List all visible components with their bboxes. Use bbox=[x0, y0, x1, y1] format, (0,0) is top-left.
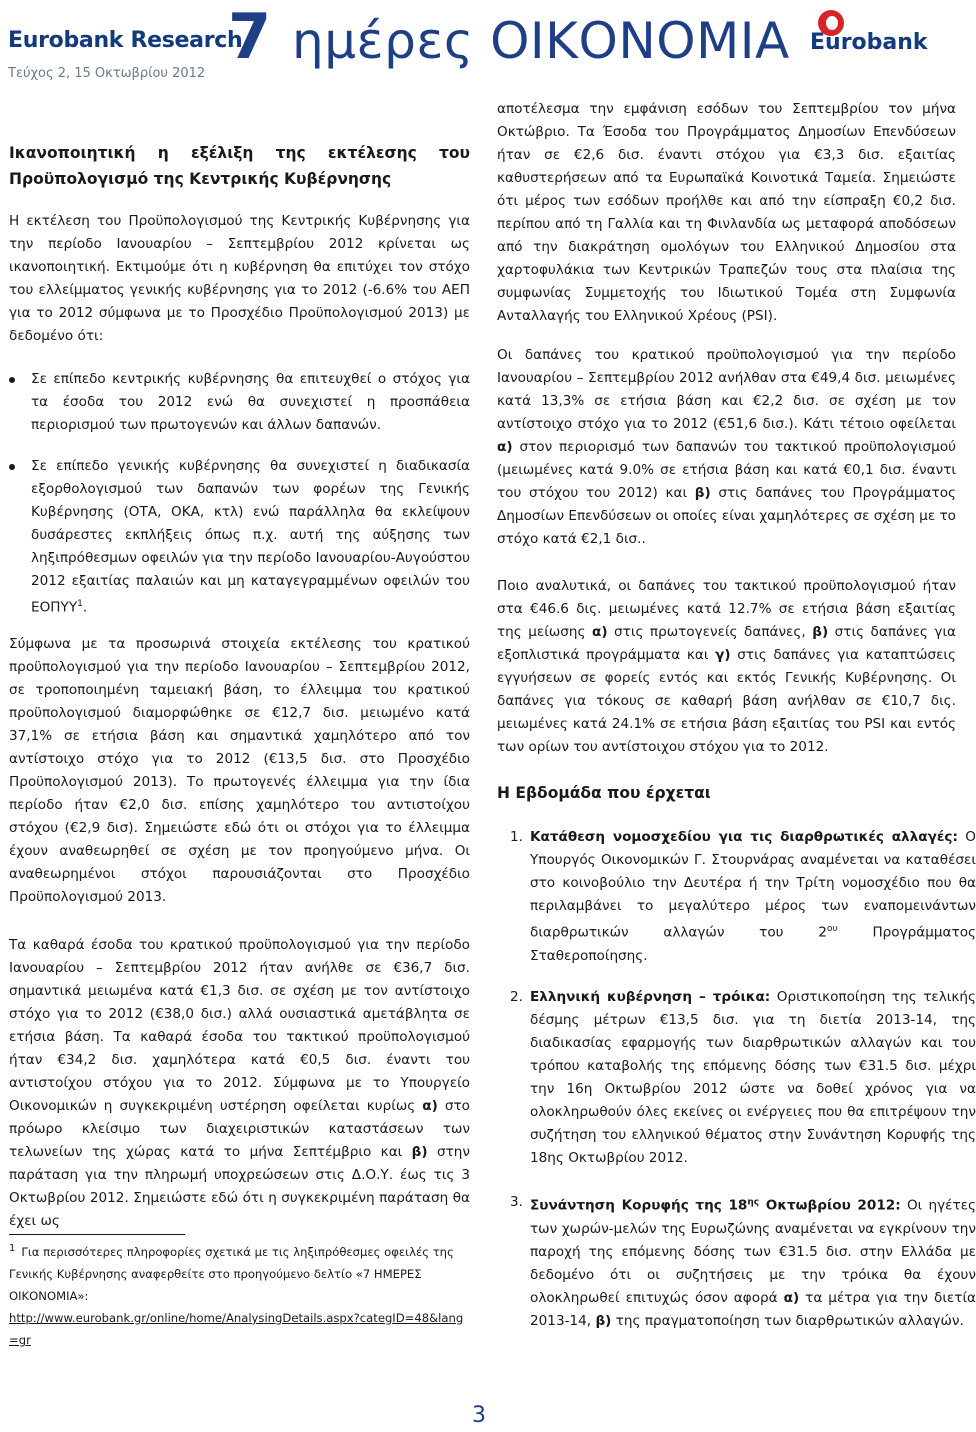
item-number: 1. bbox=[510, 829, 523, 845]
item-text: Κατάθεση νομοσχεδίου για τις διαρθρωτικές αλλαγές: Ο Υπουργός Οικονομικών Γ. Στουρνάρας αναμένεται να καταθέσει στο κοινοβούλιο την Δευτέρα ή την Τρίτη νομοσχέδιο που θα περιλαμβάνει το μεγαλύτερο μέρος των εναπομεινάντων διαρθρωτικών αλλαγών του $2^{o\upsilon}$ Προγράμματος Σταθεροποίησης. bbox=[530, 829, 976, 964]
page-header bbox=[0, 0, 960, 100]
footnote bbox=[9, 1238, 470, 1351]
issue-label: Τεύχος 2, 15 Οκτωβρίου 2012 bbox=[8, 66, 206, 81]
bullet-item bbox=[9, 368, 470, 437]
item-number: 3. bbox=[510, 1194, 523, 1210]
section-title-line2: Προϋπολογισμό της Κεντρικής Κυβέρνησης bbox=[9, 170, 392, 188]
footnote-text: Για περισσότερες πληροφορίες σχετικά με τις ληξιπρόθεσμες οφειλές της Γενικής Κυβέρνησης αναφερθείτε στο προηγούμενο δελτίο «7 ΗΜΕΡΕΣ ΟΙΚΟΝΟΜΙΑ»: bbox=[9, 1244, 454, 1303]
bullet-item bbox=[9, 455, 470, 620]
eurobank-research-logo: Eurobank Research bbox=[8, 28, 243, 53]
footnote-divider bbox=[9, 1234, 185, 1235]
bullet-dot-icon bbox=[9, 464, 15, 470]
deficit-paragraph: Σύμφωνα με τα προσωρινά στοιχεία εκτέλεσης του κρατικού προϋπολογισμού για την περίοδο Ιανουαρίου – Σεπτεμβρίου 2012, σε τροποποιημένη ταμειακή βάση, το έλλειμμα του κρατικού προϋπολογισμού διαμορφώθηκε σε €12,7 δισ. μειωμένο κατά 37,1% σε ετήσια βάση και σημαντικά χαμηλότερο από τον αντίστοιχο στόχο για το 2012 (€13,5 δισ. στο Προσχέδιο Προϋπολογισμού 2013). Το πρωτογενές έλλειμμα για την ίδια περίοδο ήταν €2,0 δισ. επίσης χαμηλότερο του αντιστοίχου στόχου (€2,9 δισ). Σημειώστε εδώ ότι οι στόχοι για το έλλειμμα έχουν αναθεωρηθεί σε σχέση με τον προηγούμενο μήνα. Οι αναθεωρημένοι στόχοι παρουσιάζονται στο Προσχέδιο Προϋπολογισμού 2013. bbox=[9, 636, 470, 905]
footnote-number: 1 bbox=[9, 1243, 16, 1254]
footnote-link[interactable]: http://www.eurobank.gr/online/home/AnalysingDetails.aspx?categID=48&lang=gr bbox=[9, 1310, 464, 1347]
masthead-title bbox=[228, 0, 790, 73]
section-title-line1: Ικανοποιητική η εξέλιξη της εκτέλεσης του bbox=[9, 144, 470, 162]
footnote-ref: 1 bbox=[77, 599, 83, 609]
section-title bbox=[9, 140, 470, 192]
item-text: Συνάντηση Κορυφής της $18^{\eta\varsigma}$ Οκτωβρίου 2012: Οι ηγέτες των χωρών-μελών της Ευρωζώνης αναμένεται να εγκρίνουν την παροχή της επόμενης δόσης των €31.5 δισ. στην Ελλάδα με δεδομένο ότι οι συζητήσεις με την τρόικα θα έχουν ολοκληρωθεί επιτυχώς όσον αφορά α) τα μέτρα για την διετία 2013-14, β) της πραγματοποίηση των διαρθρωτικών αλλαγών. bbox=[530, 1197, 976, 1329]
revenue-continued-paragraph: αποτέλεσμα την εμφάνιση εσόδων του Σεπτεμβρίου τον μήνα Οκτώβριο. Τα Έσοδα του Προγράμματος Δημοσίων Επενδύσεων ήταν σε €2,6 δισ. έναντι στόχου για €3,3 δισ. εξαιτίας καθυστερήσεων από τα Ευρωπαϊκά Κοινοτικά Ταμεία. Σημειώστε ότι μέρος των εσόδων προήλθε και από την είσπραξη €0,2 δισ. περίπου από τη Γαλλία και τη Φινλανδία ως μεταφορά αποδόσεων από την διακράτηση ομολόγων του Ελληνικού Δημοσίου στα χαρτοφυλάκια των Κεντρικών Τραπεζών τους στα πλαίσια της συμφωνίας Συμμετοχής του Ιδιωτικού Τομέα στη Συμφωνία Ανταλλαγής του Ελληνικού Χρέους (PSI). bbox=[497, 101, 956, 324]
revenue-paragraph: Τα καθαρά έσοδα του κρατικού προϋπολογισμού για την περίοδο Ιανουαρίου – Σεπτεμβρίου 2012 ήταν ανήλθε σε €36,7 δισ. σημαντικά μειωμένα κατά €1,3 δισ. σε σχέση με τον αντίστοιχο στόχο για το 2012 (€38,0 δισ.) αλλά ουσιαστικά αμετάβλητα σε ετήσια βάση. Τα καθαρά έσοδα του τακτικού προϋπολογισμού ήταν €34,2 δισ. χαμηλότερα κατά €0,5 δισ. έναντι του αντιστοίχου στόχου για το 2012. Σύμφωνα με το Υπουργείο Οικονομικών η συγκεκριμένη υστέρηση οφείλεται κυρίως α) στο πρόωρο κλείσιμο των διαχειριστικών καταστάσεων των τελωνείων της χώρας κατά το μήνα Σεπτέμβριο και β) στην παράταση για την πληρωμή υποχρεώσεων στις Δ.Ο.Υ. έως τις 3 Οκτωβρίου 2012. Σημειώστε εδώ ότι η συγκεκριμένη παράταση θα έχει ως bbox=[9, 937, 470, 1229]
week-ahead-title: Η Εβδομάδα που έρχεται bbox=[497, 784, 711, 802]
week-item-3 bbox=[510, 1191, 976, 1333]
ordinary-budget-paragraph: Ποιο αναλυτικά, οι δαπάνες του τακτικού προϋπολογισμού ήταν στα €46.6 δις. μειωμένες κατά 12.7% σε ετήσια βάση εξαιτίας της μείωσης α) στις πρωτογενείς δαπάνες, β) στις δαπάνες για εξοπλιστικά προγράμματα και γ) στις δαπάνες για καταπτώσεις εγγυήσεων σε φορείς εντός και εκτός Γενικής Κυβέρνησης. Οι δαπάνες για τόκους σε καθαρή βάση ανήλθαν σε €10,7 δις. μειωμένες κατά 24.1% σε ετήσια βάση εξαιτίας του PSI και εντός των ορίων του αντίστοιχου στόχου για το 2012. bbox=[497, 578, 957, 755]
item-number: 2. bbox=[510, 989, 523, 1005]
eurobank-wordmark: Eurobank bbox=[810, 30, 928, 55]
week-item-2 bbox=[510, 986, 976, 1170]
masthead-number: 7 bbox=[228, 0, 272, 73]
masthead-text: ημέρες ΟΙΚΟΝΟΜΙΑ bbox=[292, 12, 790, 70]
bullet-text: Σε επίπεδο γενικής κυβέρνησης θα συνεχιστεί η διαδικασία εξορθολογισμού των δαπανών των φορέων της Γενικής Κυβέρνησης (ΟΤΑ, ΟΚΑ, κτλ) ενώ παράλληλα θα εκλείψουν δυσάρεστες εκπλήξεις όπως π.χ. αυτή της αύξησης των ληξιπρόθεσμων οφειλών για την περίοδο Ιανουαρίου-Αυγούστου 2012 εξαιτίας παλαιών και μη καταγεγραμμένων οφειλών του ΕΟΠΥΥ$^1$. bbox=[31, 458, 470, 616]
page-number: 3 bbox=[472, 1403, 486, 1428]
eurobank-logo bbox=[810, 10, 950, 60]
intro-paragraph: Η εκτέλεση του Προϋπολογισμού της Κεντρικής Κυβέρνησης για την περίοδο Ιανουαρίου – Σεπτεμβρίου 2012 κρίνεται ως ικανοποιητική. Εκτιμούμε ότι η κυβέρνηση θα επιτύχει τον στόχο του ελλείμματος γενικής κυβέρνησης για το 2012 (-6.6% του ΑΕΠ για το 2012 σύμφωνα με το Προσχέδιο Προϋπολογισμού 2013) με δεδομένο ότι: bbox=[9, 213, 470, 344]
bullet-text: Σε επίπεδο κεντρικής κυβέρνησης θα επιτευχθεί ο στόχος για τα έσοδα του 2012 ενώ θα συνεχιστεί η προσπάθεια περιορισμού των πρωτογενών και άλλων δαπανών. bbox=[31, 371, 470, 433]
bullet-dot-icon bbox=[9, 377, 15, 383]
week-item-1 bbox=[510, 826, 976, 968]
expenditure-paragraph: Οι δαπάνες του κρατικού προϋπολογισμού για την περίοδο Ιανουαρίου – Σεπτεμβρίου 2012 ανήλθαν στα €49,4 δισ. μειωμένες κατά 13,3% σε ετήσια βάση και €2,2 δισ. σε σχέση με τον αντίστοιχο στόχο για το 2012 (€51,6 δισ.). Κάτι τέτοιο οφείλεται α) στον περιορισμό των δαπανών του τακτικού προϋπολογισμού (μειωμένες κατά 9.0% σε ετήσια βάση και κατά €0,1 δισ. έναντι του στόχου του 2012) και β) στις δαπάνες του Προγράμματος Δημοσίων Επενδύσεων οι οποίες είναι χαμηλότερες σε σχέση με το στόχο κατά €2,1 δισ.. bbox=[497, 347, 956, 547]
item-text: Ελληνική κυβέρνηση – τρόικα: Οριστικοποίηση της τελικής δέσμης μέτρων €13,5 δισ. για τη διετία 2013-14, της διαδικασίας εφαρμογής των διαρθρωτικών αλλαγών και του τρόπου καταβολής της επόμενης δόσης των €31.5 δισ. μέχρι την 16η Οκτωβρίου 2012 ώστε να δοθεί χρόνος για να ολοκληρωθούν όλες εκείνες οι ενέργειες που θα επιτρέψουν την συζήτηση του ελληνικού θέματος στην Συνάντηση Κορυφής της 18ης Οκτωβρίου 2012. bbox=[530, 989, 976, 1166]
